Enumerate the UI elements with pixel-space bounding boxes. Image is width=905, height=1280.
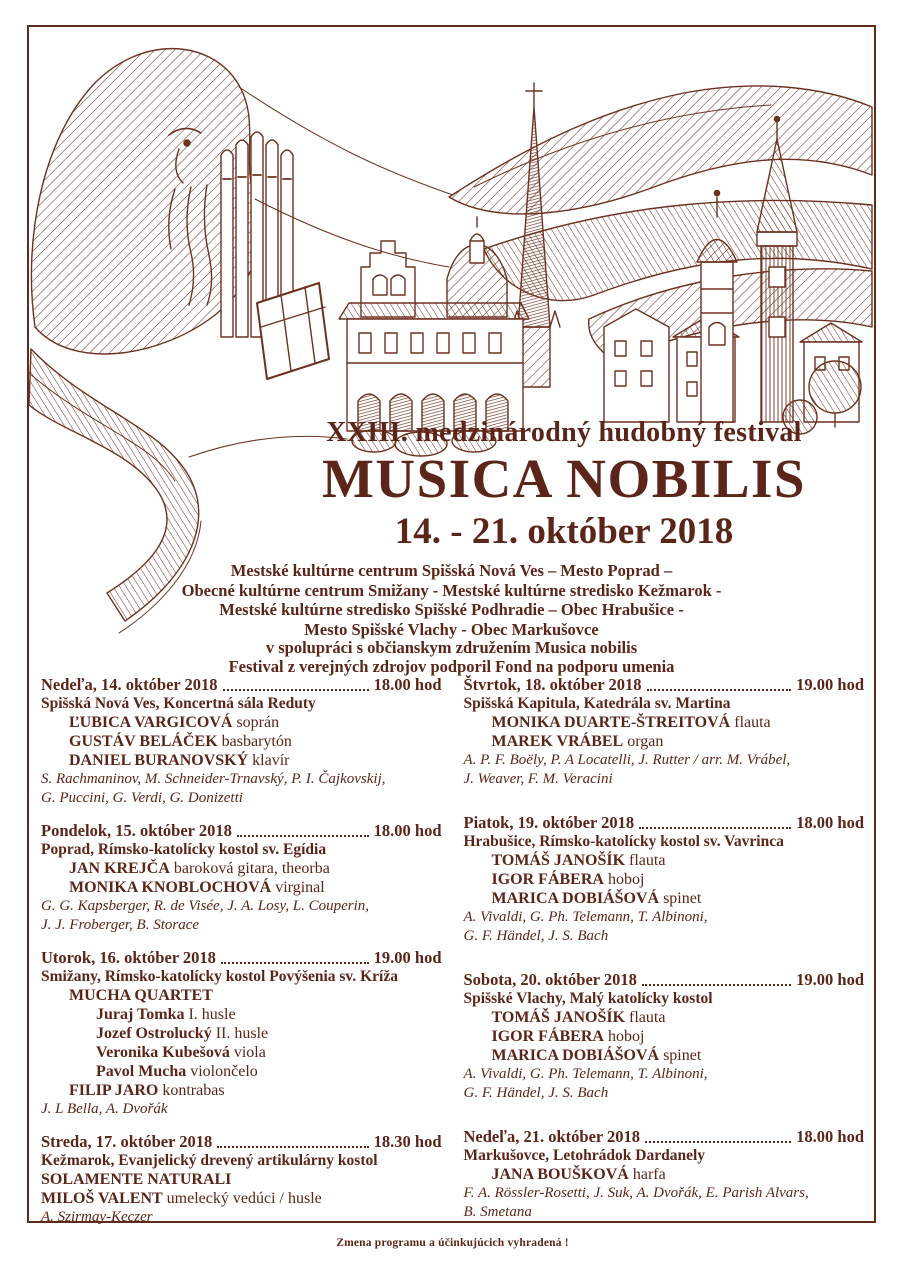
performer-line (41, 1081, 442, 1100)
cooperation-line: Festival z verejných zdrojov podporil Fond na podporu umenia (228, 656, 675, 676)
performer-role: organ (627, 733, 664, 750)
event-venue: Hrabušice, Rímsko-katolícky kostol sv. Vavrinca (463, 833, 784, 850)
pointed-tower (757, 116, 797, 422)
event-venue: Poprad, Rímsko-katolícky kostol sv. Egídia (41, 841, 327, 858)
domed-church (447, 217, 507, 317)
performer-line (41, 732, 442, 751)
title-block (264, 419, 864, 550)
event-venue: Smižany, Rímsko-katolícky kostol Povýšenia sv. Kríža (41, 968, 398, 985)
composers-line: A. Szirmay-Keczer (41, 1209, 153, 1225)
composers-line: G. G. Kapsberger, R. de Visée, J. A. Losy, L. Couperin, (41, 898, 370, 914)
performer-name: ĽUBICA VARGICOVÁ (69, 714, 233, 731)
event-block (464, 675, 865, 789)
performer-role: II. husle (215, 1025, 269, 1042)
event-day: Utorok, 16. október 2018 (41, 948, 216, 967)
event-header (41, 821, 442, 840)
performer-role: I. husle (188, 1006, 236, 1023)
event-header (464, 675, 865, 694)
organizer-line: Mestské kultúrne stredisko Spišské Podhradie – Obec Hrabušice - (219, 600, 684, 619)
dotted-leader (645, 1141, 791, 1143)
performer-name: IGOR FÁBERA (491, 1028, 604, 1045)
performer-role: hoboj (607, 871, 645, 888)
event-venue: Kežmarok, Evanjelický drevený artikulárny kostol (41, 1152, 378, 1169)
performer-name: JAN KREJČA (69, 860, 170, 877)
cooperation-block (29, 639, 874, 676)
composers-line: G. Puccini, G. Verdi, G. Donizetti (41, 790, 243, 806)
performer-role: flauta (629, 852, 666, 869)
performer-role: soprán (236, 714, 280, 731)
event-header (41, 675, 442, 694)
event-day: Streda, 17. október 2018 (41, 1132, 213, 1151)
organizers-block (29, 561, 874, 639)
performer-name: TOMÁŠ JANOŠÍK (491, 1009, 626, 1026)
performer-role: flauta (629, 1009, 666, 1026)
event-day: Štvrtok, 18. október 2018 (463, 675, 642, 694)
event-block (41, 675, 442, 808)
event-day: Nedeľa, 14. október 2018 (41, 675, 218, 694)
composers-line: A. Vivaldi, G. Ph. Telemann, T. Albinoni, (463, 909, 708, 925)
performer-role: klavír (252, 752, 290, 769)
performer-line (41, 878, 442, 897)
dotted-leader (221, 962, 369, 964)
performer-role: spinet (663, 890, 702, 907)
composers-line: G. F. Händel, J. S. Bach (463, 1085, 609, 1101)
event-time: 18.00 hod (373, 821, 442, 840)
performer-line (41, 751, 442, 770)
composers-line: J. J. Froberger, B. Storace (41, 917, 200, 933)
program-column-right (464, 675, 865, 1246)
performer-role: basbarytón (221, 733, 292, 750)
performer-name: GUSTÁV BELÁČEK (69, 733, 218, 750)
performer-line (464, 1027, 865, 1046)
performer-name: Juraj Tomka (96, 1006, 185, 1023)
composers-line: A. P. F. Boëly, P. A Locatelli, J. Rutter / arr. M. Vrábel, (463, 752, 791, 768)
performer-line (41, 1062, 442, 1081)
event-block (41, 948, 442, 1119)
composers-line: J. L Bella, A. Dvořák (41, 1101, 168, 1117)
performer-name: MAREK VRÁBEL (491, 733, 624, 750)
performer-name: MILOŠ VALENT (41, 1190, 163, 1207)
performer-name: MONIKA DUARTE-ŠTREITOVÁ (491, 714, 731, 731)
performer-name: Veronika Kubešová (96, 1044, 230, 1061)
event-venue: Markušovce, Letohrádok Dardanely (463, 1147, 706, 1164)
performer-name: JANA BOUŠKOVÁ (491, 1166, 629, 1183)
performer-role: violončelo (190, 1063, 258, 1080)
cooperation-line: v spolupráci s občianskym združením Musica nobilis (265, 638, 638, 657)
performer-name: MUCHA QUARTET (69, 987, 213, 1004)
performer-role: spinet (663, 1047, 702, 1064)
performer-line (464, 889, 865, 908)
event-day: Piatok, 19. október 2018 (463, 813, 635, 832)
performer-line (464, 851, 865, 870)
performer-role: virginal (275, 879, 325, 896)
performer-name: TOMÁŠ JANOŠÍK (491, 852, 626, 869)
performer-role: flauta (734, 714, 771, 731)
event-day: Pondelok, 15. október 2018 (41, 821, 232, 840)
poster-dates: 14. - 21. október 2018 (394, 511, 734, 552)
performer-line (464, 713, 865, 732)
event-header (464, 970, 865, 989)
performer-line (41, 1170, 442, 1189)
performer-name: Pavol Mucha (96, 1063, 187, 1080)
event-time: 18.00 hod (796, 1127, 864, 1146)
performer-role: harfa (632, 1166, 666, 1183)
event-time: 18.30 hod (373, 1132, 442, 1151)
organizer-line: Mesto Spišské Vlachy - Obec Markušovce (304, 619, 599, 639)
performer-role: umelecký vedúci / husle (166, 1190, 322, 1207)
organizer-line: Mestské kultúrne centrum Spišská Nová Ves – Mesto Poprad – (230, 561, 673, 580)
event-time: 19.00 hod (796, 970, 864, 989)
poster-frame (27, 25, 876, 1223)
event-venue: Spišské Vlachy, Malý katolícky kostol (463, 990, 713, 1007)
event-venue: Spišská Kapitula, Katedrála sv. Martina (463, 695, 731, 712)
event-header (464, 1127, 865, 1146)
composers-line: F. A. Rössler-Rosetti, J. Suk, A. Dvořák, E. Parish Alvars, (463, 1185, 809, 1201)
event-time: 18.00 hod (796, 813, 864, 832)
performer-line (41, 859, 442, 878)
performer-line (464, 1046, 865, 1065)
event-day: Nedeľa, 21. október 2018 (463, 1127, 641, 1146)
dotted-leader (647, 689, 792, 691)
event-header (41, 1132, 442, 1151)
performer-name: MONIKA KNOBLOCHOVÁ (69, 879, 272, 896)
performer-line (464, 732, 865, 751)
performer-name: Jozef Ostrolucký (96, 1025, 212, 1042)
program (41, 675, 864, 1246)
event-block (464, 813, 865, 946)
dotted-leader (237, 835, 369, 837)
performer-name: FILIP JARO (69, 1082, 159, 1099)
performer-line (464, 1165, 865, 1184)
event-time: 18.00 hod (373, 675, 442, 694)
performer-line (464, 1008, 865, 1027)
composers-line: J. Weaver, F. M. Veracini (463, 771, 613, 787)
performer-name: IGOR FÁBERA (491, 871, 604, 888)
performer-role: baroková gitara, theorba (173, 860, 330, 877)
performer-role: kontrabas (162, 1082, 225, 1099)
performer-name: MARICA DOBIÁŠOVÁ (491, 890, 660, 907)
composers-line: S. Rachmaninov, M. Schneider-Trnavský, P. I. Čajkovskij, (41, 771, 386, 787)
performer-line (41, 1189, 442, 1208)
performer-line (41, 1005, 442, 1024)
composers-line: B. Smetana (463, 1204, 532, 1220)
dotted-leader (642, 984, 791, 986)
program-column-left (41, 675, 442, 1246)
dotted-leader (223, 689, 369, 691)
performer-name: SOLAMENTE NATURALI (41, 1171, 232, 1188)
event-block (41, 821, 442, 935)
composers-line: G. F. Händel, J. S. Bach (463, 928, 609, 944)
organizer-line: Obecné kultúrne centrum Smižany - Mestské kultúrne stredisko Kežmarok - (181, 580, 722, 600)
performer-line (464, 870, 865, 889)
edition-line: XXIII. medzinárodný hudobný festival (326, 417, 802, 448)
event-header (41, 948, 442, 967)
composers-line: A. Vivaldi, G. Ph. Telemann, T. Albinoni, (463, 1066, 708, 1082)
event-header (464, 813, 865, 832)
performer-line (41, 713, 442, 732)
event-block (464, 970, 865, 1103)
event-block (464, 1127, 865, 1222)
performer-role: viola (233, 1044, 266, 1061)
event-block (41, 1132, 442, 1227)
performer-role: hoboj (607, 1028, 645, 1045)
event-day: Sobota, 20. október 2018 (463, 970, 637, 989)
event-time: 19.00 hod (373, 948, 442, 967)
dotted-leader (639, 827, 791, 829)
event-venue: Spišská Nová Ves, Koncertná sála Reduty (41, 695, 316, 712)
performer-line (41, 1043, 442, 1062)
performer-name: MARICA DOBIÁŠOVÁ (491, 1047, 660, 1064)
dotted-leader (217, 1146, 368, 1148)
performer-line (41, 986, 442, 1005)
event-time: 19.00 hod (796, 675, 864, 694)
poster-title: MUSICA NOBILIS (321, 448, 807, 509)
performer-name: DANIEL BURANOVSKÝ (69, 752, 249, 769)
performer-line (41, 1024, 442, 1043)
footer-note: Zmena programu a účinkujúcich vyhradená ! (336, 1237, 569, 1249)
arcade-building (339, 303, 529, 431)
